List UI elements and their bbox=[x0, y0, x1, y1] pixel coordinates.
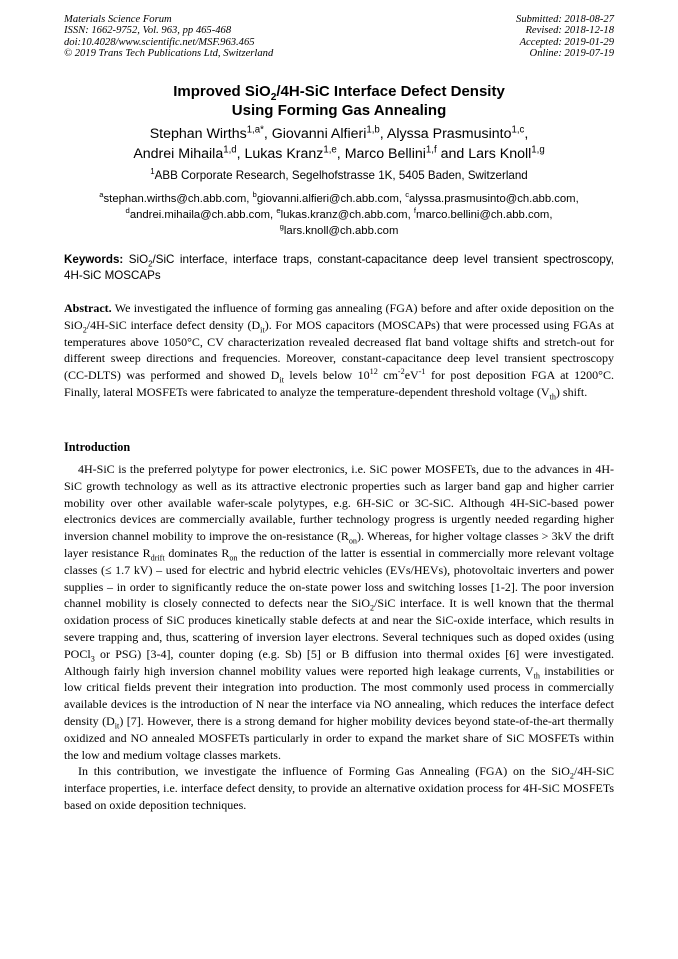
abstract-label: Abstract. bbox=[64, 301, 112, 315]
keywords-subscript: 2 bbox=[148, 259, 153, 269]
email-entry[interactable] bbox=[279, 222, 399, 237]
email-separator: , bbox=[246, 193, 253, 205]
email-marker: a bbox=[99, 190, 104, 200]
author-separator: , bbox=[336, 146, 345, 162]
author bbox=[387, 126, 528, 142]
email-entry[interactable] bbox=[252, 190, 406, 205]
affiliation bbox=[64, 168, 614, 183]
paper-title bbox=[64, 82, 614, 120]
abstract-superscript: -2 bbox=[397, 367, 405, 377]
email-marker: f bbox=[413, 206, 417, 216]
email-entry[interactable] bbox=[405, 190, 579, 205]
abstract-text: /4H-SiC interface defect density (D bbox=[86, 317, 261, 332]
journal-header bbox=[64, 14, 273, 60]
email-list bbox=[64, 191, 614, 239]
affiliation-text: ABB Corporate Research, Segelhofstrasse 1K, 5405 Baden, Switzerland bbox=[154, 169, 528, 182]
title-text: /4H-SiC Interface Defect Density bbox=[276, 83, 505, 100]
author bbox=[150, 126, 272, 142]
paragraph-text: 4H-SiC is the preferred polytype for power electronics, i.e. SiC power MOSFETs, due to the advances in 4H-SiC growth technology as well as its attractive electronic properties such as larger band gap and higher carrier mobility over other available wafer-scale polytypes, e.g. 6H-SiC or 3C-SiC. Although 4H-SiC-based power electronics devices are commercially available, further technology progress is urgently needed regarding higher inversion channel mobility to improve the on-resistance (R bbox=[64, 462, 614, 544]
author-name: Alyssa Prasmusinto bbox=[386, 126, 512, 142]
paragraph-subscript: it bbox=[114, 721, 120, 731]
revised-date: Revised: 2018-12-18 bbox=[525, 25, 614, 37]
paragraph-subscript: 2 bbox=[569, 771, 574, 781]
author-list bbox=[64, 124, 614, 164]
abstract bbox=[64, 300, 614, 401]
email-entry[interactable] bbox=[276, 206, 414, 221]
journal-name: Materials Science Forum bbox=[64, 14, 172, 25]
email-separator: , bbox=[549, 209, 553, 221]
email-address[interactable]: lukas.kranz@ch.abb.com bbox=[280, 209, 408, 221]
author-name: Andrei Mihaila bbox=[133, 146, 224, 162]
email-separator: , bbox=[407, 209, 414, 221]
email-address[interactable]: marco.bellini@ch.abb.com bbox=[416, 209, 550, 221]
paragraph-text: or PSG) [3-4], counter doping (e.g. Sb) [5] or B diffusion into thermal oxides [6] were investigated. Although fairly high inversion channel mobility values were reported high leakage currents, V bbox=[64, 646, 614, 678]
affiliation-marker: 1 bbox=[150, 167, 155, 177]
paragraph-text: /SiC interface. It is well known that the thermal oxidation process of SiC produces kinetically stable defects at and near the SiC-oxide interface, which results in severe trapping and, thus, scattering of inversion layer electrons. Several techniques such as doped oxides (using POCl bbox=[64, 596, 614, 661]
abstract-text: We investigated the influence of forming gas annealing (FGA) before and after oxide deposition on the SiO bbox=[64, 301, 614, 332]
abstract-text: ) shift. bbox=[555, 384, 588, 399]
paragraph-text: instabilities or low critical fields prevent their integration into production. The most commonly used process in commercially available devices is the introduction of N near the interface via NO annealing, which reduces the interface defect density (D bbox=[64, 663, 614, 728]
author-name: Stephan Wirths bbox=[149, 126, 247, 142]
accepted-date: Accepted: 2019-01-29 bbox=[519, 36, 614, 48]
abstract-superscript: 12 bbox=[369, 367, 378, 377]
email-address[interactable]: alyssa.prasmusinto@ch.abb.com bbox=[409, 193, 576, 205]
abstract-text: ). For MOS capacitors (MOSCAPs) that were processed using FGAs at temperatures above 1050°C, CV characterization revealed decreased flat band voltage shifts and stretch-out for different sweep directions and frequencies. Moreover, constant-capacitance deep level transient spectroscopy (CC-DLTS) was performed and showed D bbox=[64, 317, 614, 383]
email-address[interactable]: stephan.wirths@ch.abb.com bbox=[103, 193, 247, 205]
introduction-body bbox=[64, 461, 614, 814]
title-line-2: Using Forming Gas Annealing bbox=[231, 102, 447, 119]
paragraph-text: ) [7]. However, there is a strong demand for higher mobility devices beyond state-of-the-art thermally oxidized and NO annealed MOSFETs particularly in order to expand the market share of SiC MOSFETs within the low and medium voltage classes markets. bbox=[64, 713, 614, 762]
email-separator: , bbox=[398, 193, 406, 205]
author-marker: 1,b bbox=[366, 124, 380, 136]
email-address[interactable]: andrei.mihaila@ch.abb.com bbox=[129, 209, 271, 221]
paragraph-subscript: drift bbox=[150, 553, 165, 563]
author-marker: 1,f bbox=[425, 144, 437, 156]
author-separator: , bbox=[379, 126, 387, 142]
online-date: Online: 2019-07-19 bbox=[529, 48, 614, 60]
paragraph-text: /4H-SiC interface properties, i.e. interface defect density, to provide an alternative oxidation process for 4H-SiC MOSFETs based on oxide deposition techniques. bbox=[64, 764, 614, 812]
paragraph-subscript: 3 bbox=[90, 654, 95, 664]
keywords bbox=[64, 252, 614, 283]
author-separator: , bbox=[263, 126, 272, 142]
email-marker: e bbox=[276, 206, 281, 216]
author bbox=[245, 146, 345, 162]
email-marker: g bbox=[279, 222, 284, 232]
author bbox=[133, 146, 244, 162]
issn-line: ISSN: 1662-9752, Vol. 963, pp 465-468 bbox=[64, 25, 232, 37]
author-marker: 1,d bbox=[223, 144, 237, 156]
email-entry[interactable] bbox=[99, 190, 253, 205]
paragraph-text: ). Whereas, for higher voltage classes > 3kV the drift layer resistance R bbox=[64, 529, 614, 560]
author-marker: 1,e bbox=[323, 144, 337, 156]
abstract-subscript: it bbox=[260, 325, 265, 335]
email-marker: c bbox=[405, 190, 410, 200]
title-subscript: 2 bbox=[270, 92, 277, 103]
author-name: Giovanni Alfieri bbox=[271, 126, 367, 142]
email-address[interactable]: giovanni.alfieri@ch.abb.com bbox=[256, 193, 399, 205]
copyright-line: © 2019 Trans Tech Publications Ltd, Switzerland bbox=[64, 48, 274, 60]
submitted-date: Submitted: 2018-08-27 bbox=[516, 14, 614, 25]
author-name: Lukas Kranz bbox=[244, 146, 324, 162]
author bbox=[272, 126, 387, 142]
author-name: Marco Bellini bbox=[344, 146, 426, 162]
keywords-label: Keywords: bbox=[64, 253, 124, 266]
email-entry[interactable] bbox=[413, 206, 553, 221]
email-entry[interactable] bbox=[125, 206, 277, 221]
author bbox=[468, 146, 545, 162]
email-separator: , bbox=[575, 193, 579, 205]
paragraph-text: In this contribution, we investigate the influence of Forming Gas Annealing (FGA) on the SiO bbox=[78, 764, 570, 779]
abstract-superscript: -1 bbox=[418, 367, 426, 377]
author-separator: , bbox=[236, 146, 245, 162]
paragraph-subscript: 2 bbox=[370, 603, 375, 613]
author-marker: 1,c bbox=[511, 124, 525, 136]
author-marker: 1,g bbox=[531, 144, 545, 156]
keywords-text: SiO bbox=[123, 253, 149, 266]
abstract-text: cm bbox=[377, 368, 398, 383]
paragraph-subscript: on bbox=[229, 553, 238, 563]
author-marker: 1,a* bbox=[246, 124, 264, 136]
abstract-text: eV bbox=[404, 368, 419, 383]
abstract-subscript: 2 bbox=[82, 325, 87, 335]
email-marker: b bbox=[252, 190, 257, 200]
email-separator: , bbox=[270, 209, 277, 221]
paragraph-subscript: th bbox=[533, 670, 540, 680]
email-marker: d bbox=[125, 206, 130, 216]
title-text: Improved SiO bbox=[173, 83, 271, 100]
author bbox=[345, 146, 469, 162]
author-name: Lars Knoll bbox=[468, 146, 532, 162]
paragraph bbox=[64, 461, 614, 763]
paragraph-subscript: on bbox=[348, 536, 357, 546]
email-address[interactable]: lars.knoll@ch.abb.com bbox=[283, 225, 399, 237]
paragraph bbox=[64, 763, 614, 813]
doi-line[interactable]: doi:10.4028/www.scientific.net/MSF.963.465 bbox=[64, 36, 255, 48]
abstract-text: for post deposition FGA at 1200°C. Finally, lateral MOSFETs were fabricated to analyze the temperature-dependent threshold voltage (V bbox=[64, 368, 614, 399]
paragraph-text: the reduction of the latter is essential in commercially more relevant voltage classes (≤ 1.7 kV) – used for electric and hybrid electric vehicles (EVs/HEVs), photovoltaic inverters and power supplies – in order to significantly reduce the on-state power loss and switching losses [1-2]. The poor inversion channel mobility is closely connected to defects near the SiO bbox=[64, 545, 615, 611]
title-line-1 bbox=[64, 82, 614, 101]
abstract-subscript: th bbox=[549, 392, 556, 402]
author-separator: , bbox=[524, 126, 529, 142]
abstract-subscript: it bbox=[279, 375, 284, 385]
section-heading-introduction: Introduction bbox=[64, 440, 131, 454]
dates-header bbox=[516, 14, 614, 60]
abstract-text: levels below 10 bbox=[283, 368, 370, 383]
keywords-text: /SiC interface, interface traps, constant-capacitance deep level transient spectroscopy, 4H-SiC MOSCAPs bbox=[64, 253, 614, 282]
author-separator: and bbox=[436, 146, 469, 162]
paragraph-text: dominates R bbox=[164, 545, 230, 560]
